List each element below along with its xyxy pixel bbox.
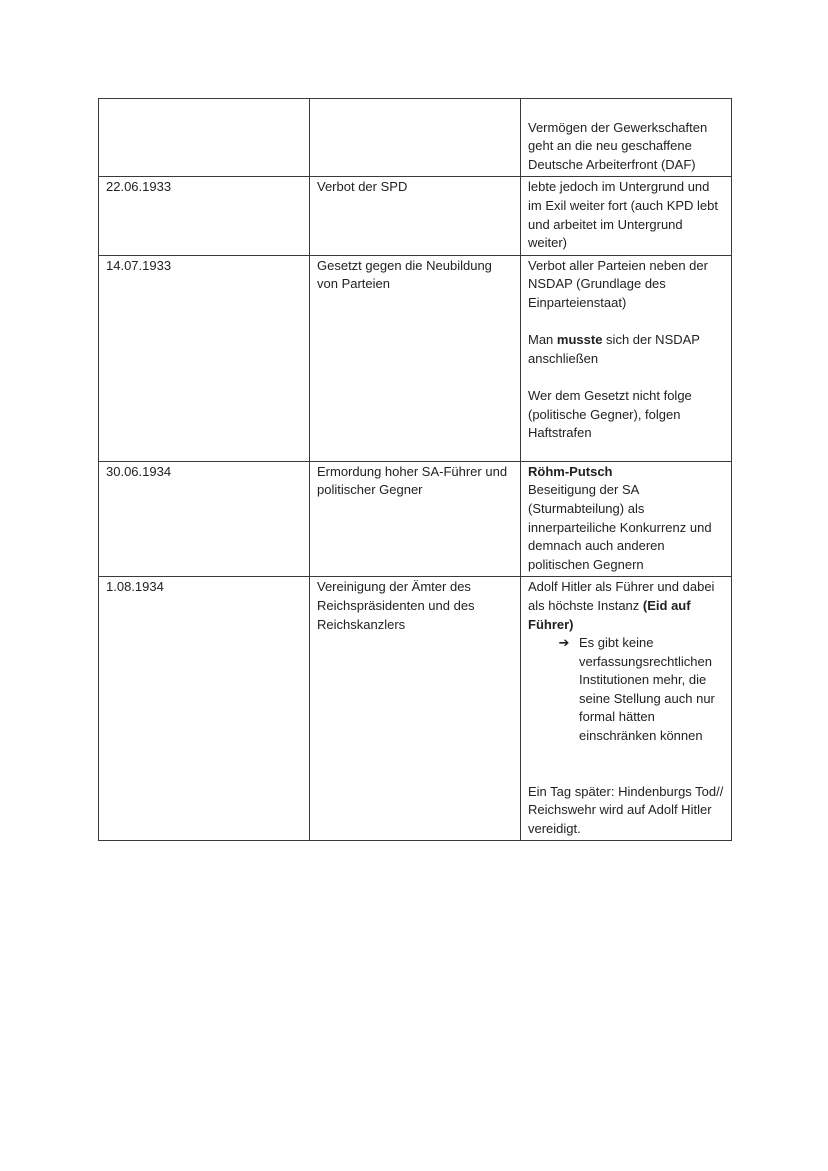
notes-cell (521, 255, 732, 461)
event-cell (310, 255, 521, 461)
event-cell (310, 577, 521, 841)
arrow-bullet (528, 634, 724, 746)
note-text: Adolf Hitler als Führer und dabei als höchste Instanz (Eid auf Führer) (528, 579, 715, 632)
event-cell (310, 177, 521, 255)
emphasis-text: musste (556, 332, 603, 348)
notes-cell (521, 177, 732, 255)
table-row (99, 577, 732, 841)
event-cell (310, 99, 521, 177)
table-row (99, 99, 732, 177)
date-text: 14.07.1933 (106, 257, 172, 273)
note-heading: Röhm-Putsch (528, 463, 613, 479)
notes-cell (521, 99, 732, 177)
date-text: 1.08.1934 (106, 579, 164, 595)
bullet-text: Es gibt keine verfassungsrechtlichen Institutionen mehr, die seine Stellung auch nur formal hätten einschränken können (579, 635, 715, 744)
event-text: Gesetzt gegen die Neubildung von Parteien (317, 257, 492, 292)
date-cell (99, 577, 310, 841)
event-text: Ermordung hoher SA-Führer und politischer Gegner (317, 463, 508, 498)
table-row (99, 461, 732, 577)
note-text: Wer dem Gesetzt nicht folge (politische Gegner), folgen Haftstrafen (528, 387, 692, 441)
table-row (99, 255, 732, 461)
date-text: 30.06.1934 (106, 463, 172, 479)
emphasis-text: (Eid auf Führer) (528, 597, 691, 632)
date-cell (99, 177, 310, 255)
note-text: lebte jedoch im Untergrund und im Exil weiter fort (auch KPD lebt und arbeitet im Untergrund weiter) (528, 179, 719, 251)
date-cell (99, 99, 310, 177)
note-text: Ein Tag später: Hindenburgs Tod// Reichswehr wird auf Adolf Hitler vereidigt. (528, 783, 724, 836)
note-text: Verbot aller Parteien neben der NSDAP (Grundlage des Einparteienstaat) (528, 257, 708, 310)
arrow-right-icon: ➔ (558, 635, 570, 651)
timeline-table (98, 98, 732, 841)
note-text: Man musste sich der NSDAP anschließen (528, 332, 700, 366)
table-row (99, 177, 732, 255)
note-text: Vermögen der Gewerkschaften geht an die neu geschaffene Deutsche Arbeiterfront (DAF) (528, 119, 708, 172)
date-text: 22.06.1933 (106, 179, 172, 195)
date-cell (99, 461, 310, 577)
notes-cell (521, 577, 732, 841)
note-text: Beseitigung der SA (Sturmabteilung) als innerparteiliche Konkurrenz und demnach auch anderen politischen Gegnern (528, 482, 712, 572)
notes-cell (521, 461, 732, 577)
event-text: Verbot der SPD (317, 179, 408, 195)
event-text: Vereinigung der Ämter des Reichspräsidenten und des Reichskanzlers (317, 579, 475, 632)
date-cell (99, 255, 310, 461)
event-cell (310, 461, 521, 577)
